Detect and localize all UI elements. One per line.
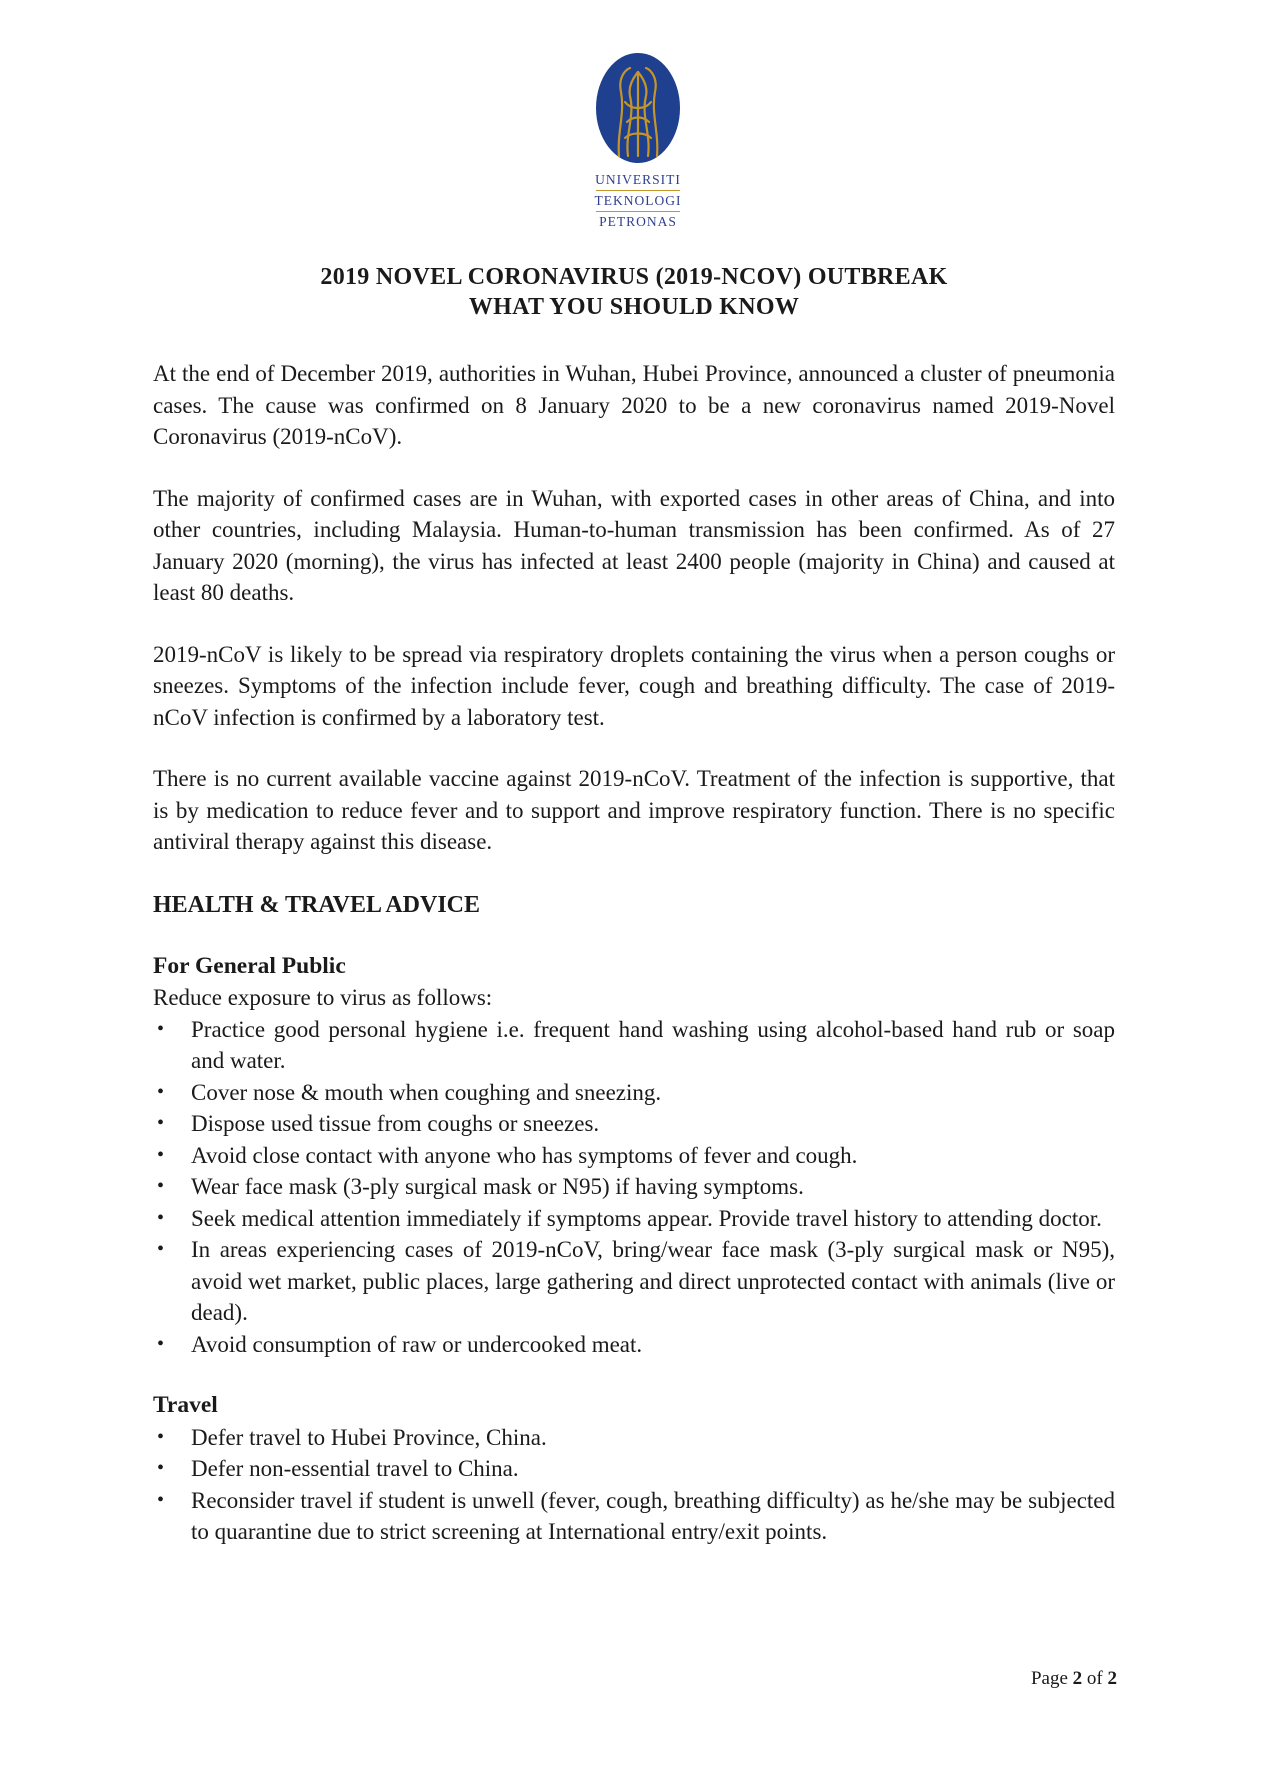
general-public-intro: Reduce exposure to virus as follows: <box>153 985 493 1010</box>
page-of-word: of <box>1086 1668 1103 1689</box>
list-item: • Reconsider travel if student is unwell (fever, cough, breathing difficulty) as he/she may be subjected to quarantine due to strict screening at International entry/exit points. <box>153 1485 1115 1548</box>
bullet-icon: • <box>157 1017 165 1040</box>
travel-list <box>153 1422 1115 1548</box>
paragraph-outbreak-origin: At the end of December 2019, authorities in Wuhan, Hubei Province, announced a cluster of pneumonia cases. The cause was confirmed on 8 January 2020 to be a new coronavirus named 2019-Novel Coronavirus (2019-nCoV). <box>153 361 1115 449</box>
list-item: • In areas experiencing cases of 2019-nCoV, bring/wear face mask (3-ply surgical mask or N95), avoid wet market, public places, large gathering and direct unprotected contact with animals (live or dead). <box>153 1234 1115 1329</box>
bullet-icon: • <box>157 1143 165 1166</box>
logo-line-teknologi: TEKNOLOGI <box>594 193 682 208</box>
list-item: • Avoid consumption of raw or undercooked meat. <box>153 1329 1115 1361</box>
paragraph-confirmed-cases: The majority of confirmed cases are in Wuhan, with exported cases in other areas of China, and into other countries, including Malaysia. Human-to-human transmission has been confirmed. As of 27 January 2020 (morning), the virus has infected at least 2400 people (majority in China) and caused at least 80 deaths. <box>153 485 1115 605</box>
document-body <box>153 262 1115 1548</box>
bullet-icon: • <box>157 1175 165 1197</box>
page-current: 2 <box>1072 1668 1083 1689</box>
title-line-1: 2019 NOVEL CORONAVIRUS (2019-NCOV) OUTBREAK <box>320 264 948 290</box>
bullet-icon: • <box>157 1112 165 1134</box>
list-item: • Dispose used tissue from coughs or sneezes. <box>153 1108 1115 1140</box>
bullet-icon: • <box>157 1238 165 1260</box>
paragraph-treatment: There is no current available vaccine against 2019-nCoV. Treatment of the infection is supportive, that is by medication to reduce fever and to support and improve respiratory function. There is no specific antiviral therapy against this disease. <box>153 766 1115 854</box>
bullet-icon: • <box>157 1080 165 1103</box>
list-item: • Wear face mask (3-ply surgical mask or N95) if having symptoms. <box>153 1171 1115 1203</box>
list-item: • Avoid close contact with anyone who has symptoms of fever and cough. <box>153 1140 1115 1172</box>
list-item: • Practice good personal hygiene i.e. frequent hand washing using alcohol-based hand rub or soap and water. <box>153 1014 1115 1077</box>
logo-line-universiti: UNIVERSITI <box>595 172 681 187</box>
list-item: • Seek medical attention immediately if symptoms appear. Provide travel history to attending doctor. <box>153 1203 1115 1235</box>
paragraph-transmission: 2019-nCoV is likely to be spread via respiratory droplets containing the virus when a person coughs or sneezes. Symptoms of the infection include fever, cough and breathing difficulty. The case of 2019-nCoV infection is confirmed by a laboratory test. <box>153 641 1115 730</box>
page-total: 2 <box>1107 1668 1117 1689</box>
title-line-2: WHAT YOU SHOULD KNOW <box>468 294 800 320</box>
bullet-icon: • <box>157 1332 165 1355</box>
list-item: • Cover nose & mouth when coughing and sneezing. <box>153 1077 1115 1109</box>
page-number <box>1031 1668 1117 1690</box>
list-item: • Defer non-essential travel to China. <box>153 1453 1115 1485</box>
travel-heading: Travel <box>153 1392 218 1418</box>
bullet-icon: • <box>157 1488 165 1511</box>
document-title <box>153 262 1115 322</box>
logo-line-petronas: PETRONAS <box>599 214 677 229</box>
advice-heading: HEALTH & TRAVEL ADVICE <box>153 891 480 918</box>
utp-logo <box>583 52 693 230</box>
bullet-icon: • <box>157 1457 165 1479</box>
utp-emblem-icon <box>595 52 681 164</box>
general-public-heading: For General Public <box>153 952 346 979</box>
general-public-list <box>153 1014 1115 1361</box>
list-item: • Defer travel to Hubei Province, China. <box>153 1422 1115 1454</box>
bullet-icon: • <box>157 1425 165 1448</box>
bullet-icon: • <box>157 1206 165 1229</box>
page-word: Page <box>1030 1668 1068 1689</box>
